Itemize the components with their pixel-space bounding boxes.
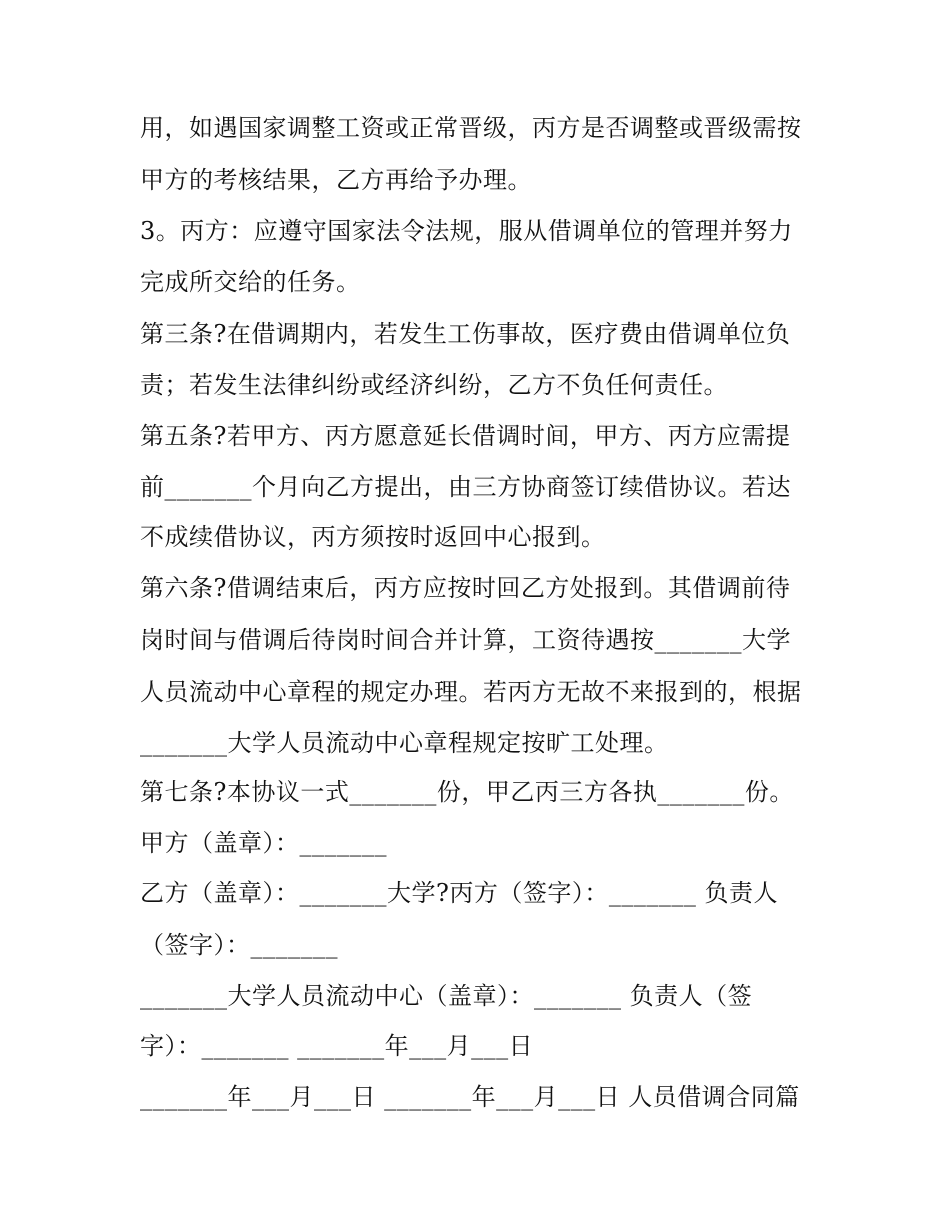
text-line: 不成续借协议，丙方须按时返回中心报到。 [140,523,606,551]
text-line: 第三条?在借调期内，若发生工伤事故，医疗费由借调单位负 [140,320,791,348]
text-line: 责；若发生法律纠纷或经济纠纷，乙方不负任何责任。 [140,371,728,399]
text-line: 字）：_______ _______年___月___日 [140,1032,534,1060]
text-line: 完成所交给的任务。 [140,268,361,296]
text-line: 第七条?本协议一式_______份，甲乙丙三方各执_______份。 [140,778,794,806]
text-line: 乙方（盖章）：_______大学?丙方（签字）：_______ 负责人 [140,879,778,907]
text-line: 3。丙方：应遵守国家法令法规，服从借调单位的管理并努力 [140,217,793,245]
text-line: 用，如遇国家调整工资或正常晋级，丙方是否调整或晋级需按 [140,114,802,142]
text-line: 甲方的考核结果，乙方再给予办理。 [140,166,532,194]
text-line: 第六条?借调结束后，丙方应按时回乙方处报到。其借调前待 [140,574,791,602]
text-line: 第五条?若甲方、丙方愿意延长借调时间，甲方、丙方应需提 [140,422,791,450]
text-line: 人员流动中心章程的规定办理。若丙方无故不来报到的，根据 [140,678,802,706]
text-line: _______大学人员流动中心章程规定按旷工处理。 [140,729,669,757]
text-line: _______大学人员流动中心（盖章）：_______ 负责人（签 [140,982,753,1010]
text-line: 岗时间与借调后待岗时间合并计算，工资待遇按_______大学 [140,626,791,654]
text-line: _______年___月___日 _______年___月___日 人员借调合同篇 [140,1083,800,1111]
text-line: 甲方（盖章）：_______ [140,829,387,857]
text-line: 前_______个月向乙方提出，由三方协商签订续借协议。若达 [140,473,791,501]
text-line: （签字）：_______ [140,931,338,959]
